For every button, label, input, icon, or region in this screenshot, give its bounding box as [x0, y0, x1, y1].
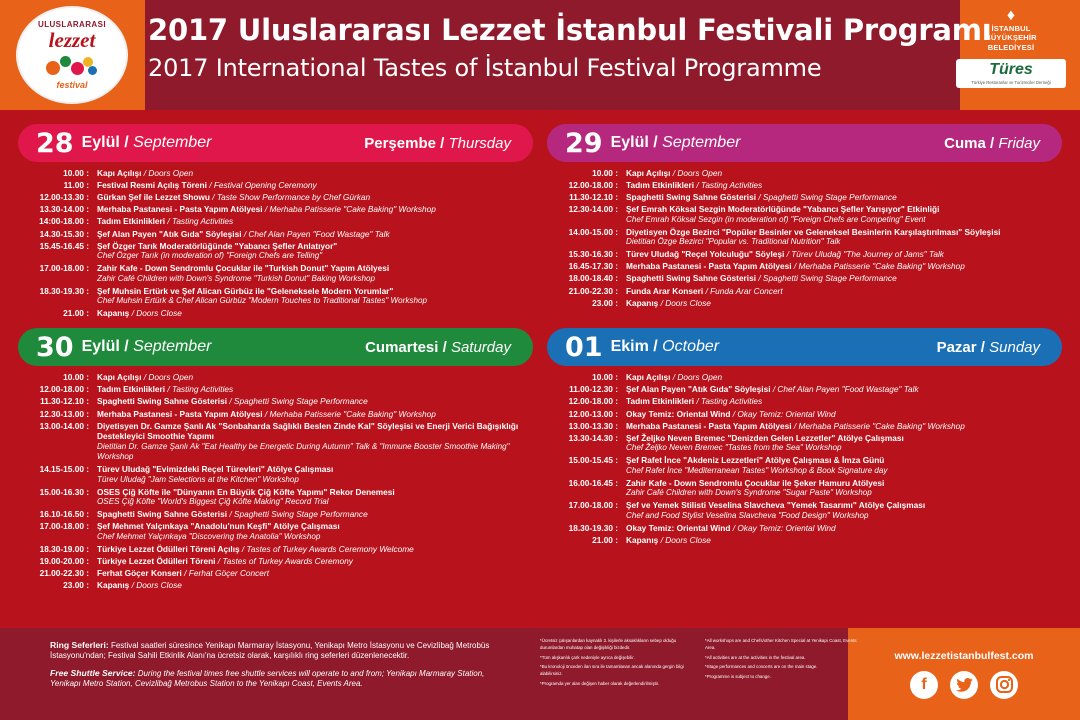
event-time: 18.30-19.00 : — [39, 543, 89, 554]
event-row — [22, 580, 529, 591]
event-subtitle-en: Zahir Café Children with Down's Syndrome "Turkish Donut" Baking Workshop — [97, 273, 375, 283]
logo-bottom-text: festival — [56, 80, 88, 90]
event-row — [551, 204, 1058, 225]
ibb-line1: İSTANBUL — [991, 24, 1031, 33]
event-title-tr: Kapı Açılışı — [626, 372, 671, 383]
event-title-en: / Spaghetti Swing Stage Performance — [227, 508, 368, 519]
event-title-en: / Merhaba Patisserie "Cake Baking" Workshop — [262, 408, 436, 419]
event-title-tr: Türkiye Lezzet Ödülleri Töreni — [97, 555, 216, 566]
event-row — [22, 464, 529, 485]
logo-main-text: lezzet — [48, 28, 96, 52]
event-time: 14.30-15.30 : — [39, 228, 89, 239]
event-title-tr: Şef ve Yemek Stilisti Veselina Slavcheva "Yemek Tasarımı" Atölye Çalışması — [626, 500, 926, 511]
day-number: 29 — [565, 127, 603, 159]
day-header — [18, 124, 533, 162]
event-title-en: / Doors Close — [658, 534, 711, 545]
event-description — [94, 556, 353, 567]
event-time: 11.30-12.10 : — [40, 396, 89, 407]
event-subtitle-en: Zahir Café Children with Down's Syndrome "Sugar Paste" Workshop — [626, 488, 872, 498]
event-title-en: / Chef Alan Payen "Food Wastage" Talk — [241, 228, 390, 239]
event-row — [22, 521, 529, 542]
event-title-tr: Spaghetti Swing Sahne Gösterisi — [97, 508, 228, 519]
event-title-en: / Tastes of Turkey Awards Ceremony Welcome — [239, 543, 414, 554]
event-title-tr: Merhaba Pastanesi - Pasta Yapım Atölyesi — [97, 408, 263, 419]
event-title-tr: Şef Özger Tarık Moderatörlüğünde "Yabancı Şefler Anlatıyor" — [97, 240, 338, 251]
event-description — [94, 204, 436, 215]
event-description — [94, 168, 193, 179]
event-title-en: / Tasting Activities — [165, 216, 234, 227]
event-title-tr: Diyetisyen Özge Bezirci "Popüler Besinler ve Geleneksel Besinlerin Karşılaştırılması" Söyleşisi — [626, 226, 1001, 237]
event-time: 18.00-18.40 : — [568, 273, 618, 284]
event-description — [94, 544, 414, 555]
day-number: 01 — [565, 331, 603, 363]
instagram-icon[interactable] — [990, 671, 1018, 699]
event-description — [94, 421, 529, 463]
event-time: 14.00-15.00 : — [568, 226, 618, 237]
event-row — [22, 263, 529, 284]
event-title-tr: Şef Emrah Köksal Sezgin Moderatörlüğünde "Yabancı Şefler Yarışıyor" Etkinliği — [626, 204, 940, 215]
event-description — [623, 421, 965, 432]
event-list — [547, 366, 1062, 545]
day-number: 30 — [36, 331, 74, 363]
event-title-tr: Festival Resmi Açılış Töreni — [97, 180, 207, 191]
event-title-tr: Şef Željko Neven Bremec "Denizden Gelen Lezzetler" Atölye Çalışması — [626, 432, 904, 443]
logo-top-text: ULUSLARARASI — [38, 20, 106, 29]
footer-note-en: *All activities are at the activities in the festival area. — [705, 654, 806, 660]
event-title-tr: Kapanış — [97, 308, 130, 319]
event-row — [22, 544, 529, 555]
event-title-tr: Kapı Açılışı — [626, 168, 671, 178]
event-list — [18, 162, 533, 319]
event-row — [551, 535, 1058, 546]
event-description — [623, 384, 919, 395]
event-description — [623, 180, 762, 191]
event-title-tr: Tadım Etkinlikleri — [626, 396, 695, 407]
day-header — [547, 328, 1062, 366]
event-title-en: / Tasting Activities — [165, 384, 234, 395]
event-title-en: / Doors Open — [141, 372, 194, 383]
event-title-tr: Türev Uludağ "Reçel Yolculuğu" Söyleşi — [626, 249, 785, 260]
event-time: 17.00-18.00 : — [568, 500, 618, 511]
event-row — [22, 286, 529, 307]
event-row — [551, 168, 1058, 179]
event-title-en: / Merhaba Patisserie "Cake Baking" Workshop — [791, 420, 965, 431]
event-title-en: / Doors Open — [670, 168, 723, 178]
event-description — [94, 384, 233, 395]
event-description — [623, 433, 904, 454]
event-title-tr: Spaghetti Swing Sahne Gösterisi — [97, 396, 228, 407]
day-month: Eylül / September — [81, 134, 212, 151]
event-time: 23.00 : — [592, 297, 618, 308]
event-title-tr: Zahir Kafe - Down Sendromlu Çocuklar ile "Turkish Donut" Yapım Atölyesi — [97, 263, 390, 274]
event-time: 23.00 : — [63, 579, 89, 590]
day-card — [547, 328, 1062, 592]
ibb-logo — [956, 8, 1066, 52]
event-title-en: / Spaghetti Swing Stage Performance — [227, 396, 368, 407]
event-row — [551, 500, 1058, 521]
ibb-line2: BÜYÜKŞEHİR — [985, 33, 1037, 43]
event-title-tr: Şef Mehmet Yalçınkaya "Anadolu'nun Keşfi" Atölye Çalışması — [97, 521, 340, 532]
event-description — [623, 273, 897, 284]
event-description — [94, 180, 317, 191]
event-row — [551, 372, 1058, 383]
event-subtitle-en: Chef Rafet İnce "Mediterranean Tastes" Workshop & Book Signature day — [626, 465, 888, 475]
event-row — [551, 409, 1058, 420]
event-row — [551, 478, 1058, 499]
programme-grid — [0, 110, 1080, 592]
event-title-tr: Tadım Etkinlikleri — [97, 216, 166, 227]
event-title-en: / Festival Opening Ceremony — [206, 180, 317, 191]
event-description — [94, 372, 193, 383]
event-time: 18.30-19.30 : — [39, 285, 89, 296]
day-header — [547, 124, 1062, 162]
event-description — [623, 168, 722, 179]
event-subtitle-en: Chef and Food Stylist Veselina Slavcheva "Food Design" Workshop — [626, 510, 869, 520]
event-time: 10.00 : — [592, 372, 618, 383]
event-description — [623, 372, 722, 383]
event-time: 11.00-12.30 : — [569, 384, 618, 395]
event-description — [94, 464, 333, 485]
event-title-tr: Okay Temiz: Oriental Wind — [626, 408, 731, 419]
twitter-icon[interactable] — [950, 671, 978, 699]
event-title-en: / Doors Close — [129, 579, 182, 590]
event-title-en: / Okay Temiz: Oriental Wind — [730, 522, 836, 533]
event-title-en: / Spaghetti Swing Stage Performance — [756, 192, 897, 203]
event-row — [22, 487, 529, 508]
day-number: 28 — [36, 127, 74, 159]
event-title-tr: Gürkan Şef ile Lezzet Showu — [97, 192, 210, 203]
event-time: 14.15-15.00 : — [39, 464, 89, 475]
event-title-en: / Doors Close — [658, 297, 711, 308]
event-subtitle-en: Dietitian Özge Bezirci "Popular vs. Traditional Nutrition" Talk — [626, 237, 841, 247]
event-time: 12.30-13.00 : — [39, 408, 89, 419]
event-title-en: / Taste Show Performance by Chef Gürkan — [209, 192, 371, 203]
event-time: 12.00-18.00 : — [39, 384, 89, 395]
event-time: 12.30-14.00 : — [568, 204, 618, 215]
event-row — [551, 227, 1058, 248]
footer-note-en: *All workshops are and Chefs/other Kitchen Special at Yenikapı Coast, Events Area. — [705, 638, 857, 650]
event-row — [22, 308, 529, 319]
event-description — [623, 192, 897, 203]
event-description — [623, 523, 836, 534]
event-row — [551, 523, 1058, 534]
event-row — [22, 229, 529, 240]
footer-note-tr: *Programda yer alan değişen haber olarak değerlendirilmiştir. — [540, 681, 660, 687]
event-description — [94, 521, 340, 542]
event-row — [22, 384, 529, 395]
event-title-en: / Merhaba Patisserie "Cake Baking" Workshop — [262, 204, 436, 215]
event-description — [94, 580, 182, 591]
event-title-tr: Türkiye Lezzet Ödülleri Töreni Açılış — [97, 543, 240, 554]
event-title-en: / Doors Open — [141, 168, 194, 178]
event-time: 12.00-18.00 : — [568, 396, 618, 407]
event-subtitle-en: Chef Emrah Köksal Sezgin (in moderation of) "Foreign Chefs are Competing" Event — [626, 214, 926, 224]
event-row — [551, 421, 1058, 432]
event-row — [22, 396, 529, 407]
logo-illustration-icon — [44, 53, 100, 79]
event-description — [94, 509, 368, 520]
day-weekday: Cuma / Friday — [944, 134, 1040, 152]
event-row — [22, 568, 529, 579]
footer-notes — [540, 638, 860, 691]
event-time: 15.45-16.45 : — [39, 240, 89, 251]
poster-header — [0, 0, 1080, 110]
event-title-en: / Ferhat Göçer Concert — [181, 567, 269, 578]
event-description — [623, 298, 711, 309]
event-row — [551, 384, 1058, 395]
footer-note-en: *Programme is subject to change. — [705, 674, 771, 680]
event-title-tr: Şef Alan Payen "Atık Gıda" Söyleşisi — [97, 228, 242, 239]
event-description — [623, 455, 887, 476]
event-time: 15.00-15.45 : — [568, 455, 618, 466]
website-link[interactable]: www.lezzetistanbulfest.com — [894, 649, 1034, 662]
event-title-en: / Tasting Activities — [694, 180, 763, 191]
event-row — [22, 509, 529, 520]
day-month: Ekim / October — [610, 338, 720, 356]
event-row — [551, 249, 1058, 260]
event-list — [547, 162, 1062, 308]
event-row — [22, 180, 529, 191]
day-weekday: Perşembe / Thursday — [364, 134, 511, 152]
event-description — [94, 263, 389, 284]
event-title-en: / Tastes of Turkey Awards Ceremony — [215, 555, 353, 566]
event-row — [22, 204, 529, 215]
event-description — [623, 409, 836, 420]
event-description — [94, 286, 427, 307]
event-time: 13.00-14.00 : — [39, 420, 89, 431]
event-description — [94, 409, 436, 420]
tures-logo — [956, 59, 1066, 88]
event-description — [623, 500, 925, 521]
event-list — [18, 366, 533, 590]
event-time: 15.30-16.30 : — [568, 249, 618, 260]
event-row — [551, 455, 1058, 476]
poster-footer — [0, 628, 1080, 720]
event-time: 12.00-13.30 : — [39, 192, 89, 203]
event-description — [94, 308, 182, 319]
event-title-en: / Tasting Activities — [694, 396, 763, 407]
event-row — [22, 409, 529, 420]
ibb-line3: BELEDİYESİ — [987, 42, 1035, 52]
day-card — [18, 328, 533, 592]
event-title-tr: Spaghetti Swing Sahne Gösterisi — [626, 192, 757, 203]
day-card — [547, 124, 1062, 320]
event-time: 16.10-16.50 : — [39, 508, 89, 519]
event-time: 21.00 : — [592, 534, 618, 545]
event-description — [623, 261, 965, 272]
event-description — [94, 568, 269, 579]
event-time: 14:00-18.00 : — [39, 216, 89, 227]
event-row — [551, 273, 1058, 284]
day-card — [18, 124, 533, 320]
event-description — [623, 227, 1000, 248]
event-row — [551, 261, 1058, 272]
event-description — [623, 396, 762, 407]
event-time: 18.30-19.30 : — [568, 522, 618, 533]
tures-name: Türes — [989, 61, 1033, 79]
event-description — [94, 487, 395, 508]
event-time: 10.00 : — [63, 372, 89, 383]
event-title-tr: Spaghetti Swing Sahne Gösterisi — [626, 273, 757, 284]
event-title-tr: Kapı Açılışı — [97, 372, 142, 383]
poster-title-block — [148, 0, 992, 110]
day-weekday: Cumartesi / Saturday — [365, 338, 511, 356]
shuttle-text-tr: Festival saatleri süresince Yenikapı Marmaray İstasyonu, Yenikapı Metro İstasyonu ve Cevizlibağ Metrobüs İstasyonu'ndan; Festival Sahili Etkinlik Alanı'na ücretsiz olarak, karşılıklı ring seferleri düzenlenecektir. — [50, 641, 490, 661]
event-title-en: / Chef Alan Payen "Food Wastage" Talk — [770, 384, 919, 395]
event-row — [22, 372, 529, 383]
event-description — [623, 249, 944, 260]
event-title-en: / Okay Temiz: Oriental Wind — [730, 408, 836, 419]
event-row — [551, 396, 1058, 407]
event-title-tr: Tadım Etkinlikleri — [97, 384, 166, 395]
event-time: 15.00-16.30 : — [39, 486, 89, 497]
event-time: 17.00-18.00 : — [39, 263, 89, 274]
day-weekday: Pazar / Sunday — [936, 338, 1040, 356]
event-time: 13.30-14.00 : — [39, 204, 89, 215]
event-time: 21.00-22.30 : — [568, 285, 618, 296]
event-row — [551, 298, 1058, 309]
event-time: 13.00-13.30 : — [568, 420, 618, 431]
poster-title-turkish: 2017 Uluslararası Lezzet İstanbul Festivali Programı — [148, 13, 992, 47]
event-title-tr: Kapı Açılışı — [97, 168, 142, 178]
event-title-tr: Şef Muhsin Ertürk ve Şef Alican Gürbüz ile "Geleneksele Modern Yorumlar" — [97, 285, 394, 296]
shuttle-heading-en: Free Shuttle Service: — [50, 667, 136, 678]
event-time: 21.00 : — [63, 308, 89, 319]
shuttle-info — [50, 640, 510, 690]
event-row — [22, 556, 529, 567]
event-time: 13.30-14.30 : — [568, 432, 618, 443]
day-header — [18, 328, 533, 366]
event-subtitle-en: Chef Özger Tarık (in moderation of) "Foreign Chefs are Telling" — [97, 251, 323, 261]
event-title-tr: OSES Çiğ Köfte ile "Dünyanın En Büyük Çiğ Köfte Yapımı" Rekor Denemesi — [97, 486, 395, 497]
ibb-emblem-icon: ♦ — [1006, 7, 1016, 24]
facebook-icon[interactable]: f — [910, 671, 938, 699]
event-title-tr: Kapanış — [626, 297, 659, 308]
event-time: 12.00-18.00 : — [568, 180, 618, 191]
event-title-tr: Şef Rafet İnce "Akdeniz Lezzetleri" Atölye Çalışması & İmza Günü — [626, 455, 885, 466]
event-title-tr: Zahir Kafe - Down Sendromlu Çocuklar ile Şeker Hamuru Atölyesi — [626, 477, 885, 488]
event-time: 17.00-18.00 : — [39, 521, 89, 532]
event-title-tr: Okay Temiz: Oriental Wind — [626, 522, 731, 533]
event-subtitle-en: Chef Mehmet Yalçınkaya "Discovering the Anatolia" Workshop — [97, 531, 321, 541]
event-row — [551, 192, 1058, 203]
event-row — [551, 433, 1058, 454]
event-row — [22, 216, 529, 227]
footer-contact — [848, 628, 1080, 720]
event-row — [22, 168, 529, 179]
event-description — [623, 286, 783, 297]
event-time: 12.00-13.00 : — [568, 408, 618, 419]
event-title-en: / Merhaba Patisserie "Cake Baking" Workshop — [791, 261, 965, 272]
event-title-en: / Doors Close — [129, 308, 182, 319]
event-title-en: / Türev Uludağ "The Journey of Jams" Talk — [784, 249, 944, 260]
event-title-tr: Diyetisyen Dr. Gamze Şanlı Ak "Sonbaharda Sağlıklı Beslen Zinde Kal" Söyleşisi ve Enerji Verici Bağışıklığı Destekleyici Smoothie Yapımı — [97, 420, 519, 442]
event-title-tr: Şef Alan Payen "Atık Gıda" Söyleşisi — [626, 384, 771, 395]
event-time: 21.00-22.30 : — [39, 567, 89, 578]
event-title-en: / Doors Open — [670, 372, 723, 383]
event-row — [551, 180, 1058, 191]
event-time: 19.00-20.00 : — [39, 555, 89, 566]
event-description — [94, 229, 390, 240]
day-month: Eylül / September — [81, 338, 212, 356]
event-title-tr: Funda Arar Konseri — [626, 285, 704, 296]
event-time: 10.00 : — [63, 168, 89, 178]
event-title-tr: Kapanış — [626, 534, 659, 545]
event-description — [623, 204, 939, 225]
event-title-en: / Spaghetti Swing Stage Performance — [756, 273, 897, 284]
event-description — [623, 535, 711, 546]
event-description — [94, 241, 337, 262]
footer-note-en: *Stage performances and concerts are on the main stage. — [705, 664, 818, 670]
event-time: 11.00 : — [63, 180, 89, 191]
event-title-tr: Ferhat Göçer Konseri — [97, 567, 182, 578]
footer-note-tr: *Ücretsiz çalışanlardan kaynaklı 3. kişilerle aksaklıkların sebep olduğu durumlardan muhatap olan değişikliği bizdedir. — [540, 638, 677, 650]
shuttle-text-en: During the festival times free shuttle services will operate to and from; Yenikapı Marmaray Station, Yenikapı Metro Station, Cevizlibağ Metrobus Station to the Yenikapı Coast, Events Area. — [50, 668, 485, 689]
event-subtitle-en: Chef Željko Neven Bremec "Tastes from the Sea" Workshop — [626, 443, 842, 453]
event-time: 11.30-12.10 : — [569, 192, 618, 203]
tures-subtitle: Türkiye Restoranlar ve Turizmciler Derneği — [971, 80, 1051, 86]
event-title-en: / Funda Arar Concert — [703, 285, 783, 296]
event-description — [623, 478, 884, 499]
event-title-tr: Merhaba Pastanesi - Pasta Yapım Atölyesi — [97, 204, 263, 215]
event-row — [22, 421, 529, 463]
footer-note-tr: *Bu kronoloji önceden ilan sıra ile tamamlanan ancak alanında gergin bilgi alabilirsiniz. — [540, 664, 684, 677]
event-description — [94, 396, 368, 407]
event-time: 10.00 : — [592, 168, 618, 178]
footer-note-tr-column — [540, 638, 695, 691]
event-title-tr: Merhaba Pastanesi - Pasta Yapım Atölyesi — [626, 420, 792, 431]
event-title-tr: Tadım Etkinlikleri — [626, 180, 695, 191]
festival-logo — [14, 4, 134, 106]
event-row — [551, 286, 1058, 297]
event-row — [22, 192, 529, 203]
poster-title-english: 2017 International Tastes of İstanbul Festival Programme — [148, 54, 822, 82]
event-subtitle-en: OSES Çiğ Köfte "World's Biggest Çiğ Köfte Making" Record Trial — [97, 497, 329, 507]
sponsor-logos — [956, 8, 1066, 88]
day-month: Eylül / September — [610, 134, 741, 151]
event-subtitle-en: Türev Uludağ "Jam Selections at the Kitchen" Workshop — [97, 474, 299, 484]
event-subtitle-en: Dietitian Dr. Gamze Şanlı Ak "Eat Healthy be Energetic During Autumn" Talk & "Immune Booster Smoothie Making" Workshop — [97, 441, 510, 462]
event-description — [94, 216, 233, 227]
event-subtitle-en: Chef Muhsin Ertürk & Chef Alican Gürbüz "Modern Touches to Traditional Tastes" Workshop — [97, 296, 427, 306]
footer-note-en-column — [705, 638, 860, 691]
shuttle-heading-tr: Ring Seferleri: — [50, 640, 109, 650]
event-time: 16.00-16.45 : — [568, 477, 618, 488]
footer-note-tr: *Tüm alışkanlık çark nedeniyle ayrıca değişebilir. — [540, 654, 635, 660]
event-row — [22, 241, 529, 262]
event-title-tr: Kapanış — [97, 579, 130, 590]
event-description — [94, 192, 370, 203]
event-title-tr: Merhaba Pastanesi - Pasta Yapım Atölyesi — [626, 261, 792, 272]
event-title-tr: Türev Uludağ "Evimizdeki Reçel Türevleri" Atölye Çalışması — [97, 464, 334, 475]
event-time: 16.45-17.30 : — [568, 261, 618, 272]
social-links — [910, 671, 1018, 699]
